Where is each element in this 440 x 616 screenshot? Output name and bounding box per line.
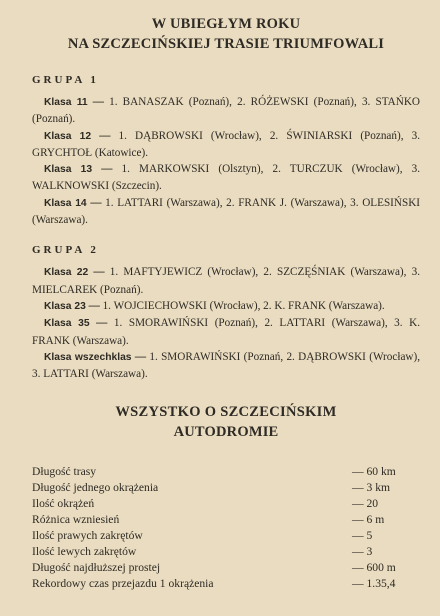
fact-label: Ilość lewych zakrętów: [32, 544, 137, 558]
results-text: 1. MARKOWSKI (Olsztyn), 2. TURCZUK (Wrocław), 3. WALKNOWSKI (Szczecin).: [32, 163, 421, 193]
dash: —: [96, 317, 108, 330]
fact-value: — 600 m: [352, 560, 396, 574]
results-text: 1. SMORAWIŃSKI (Poznań, 2. DĄBROWSKI (Wrocław), 3. LATTARI (Warszawa).: [32, 350, 421, 381]
fact-label: Długość jednego okrążenia: [32, 481, 159, 495]
fact-row: [32, 576, 414, 592]
dash: —: [92, 96, 104, 108]
fact-label: Rekordowy czas przejazdu 1 okrążenia: [32, 576, 214, 590]
fact-value: — 5: [352, 529, 373, 543]
results-text: 1. WOJCIECHOWSKI (Wrocław), 2. K. FRANK (Warszawa).: [102, 299, 385, 312]
results-text: 1. DĄBROWSKI (Wrocław), 2. ŚWINIARSKI (Poznań), 3. GRYCHTOŁ (Katowice).: [32, 129, 421, 159]
fact-value: — 20: [352, 497, 379, 511]
fact-value: — 3: [352, 544, 373, 558]
dash: —: [90, 196, 102, 209]
fact-row: [32, 544, 414, 560]
group-2-heading: GRUPA 2: [32, 244, 99, 257]
fact-label: Ilość prawych zakrętów: [32, 529, 143, 543]
fact-row: [32, 480, 414, 496]
fact-row: [32, 512, 414, 528]
class-label: Klasa 35: [44, 318, 90, 330]
results-text: 1. BANASZAK (Poznań), 2. RÓŻEWSKI (Poznań), 3. STAŃKO (Poznań).: [32, 96, 420, 126]
fact-row: [32, 528, 414, 544]
dash: —: [99, 129, 111, 142]
dash: —: [134, 350, 147, 363]
fact-value: — 60 km: [352, 465, 396, 479]
results-entry: [32, 94, 420, 128]
class-label: Klasa 13: [44, 164, 93, 176]
winners-title-line1: W UBIEGŁYM ROKU: [151, 16, 301, 32]
winners-title-line2: NA SZCZECIŃSKIEJ TRASIE TRIUMFOWALI: [67, 36, 385, 52]
results-text: 1. LATTARI (Warszawa), 2. FRANK J. (Warszawa), 3. OLESIŃSKI (Warszawa).: [32, 196, 420, 227]
fact-label: Długość trasy: [32, 465, 97, 479]
class-label: Klasa wszechklas: [44, 351, 132, 363]
class-label: Klasa 11: [44, 97, 88, 108]
dash: —: [88, 299, 100, 312]
fact-value: — 1.35,4: [352, 576, 396, 590]
dash: —: [101, 163, 113, 176]
fact-value: — 6 m: [352, 513, 385, 527]
track-facts-table: [32, 464, 420, 591]
fact-row: [32, 560, 414, 576]
results-entry: [32, 264, 420, 298]
results-entry: [32, 128, 420, 162]
fact-row: [32, 464, 414, 480]
class-label: Klasa 14: [44, 197, 87, 209]
results-entry: [32, 161, 420, 195]
results-entry: [32, 349, 420, 383]
fact-row: [32, 496, 414, 512]
fact-label: Różnica wzniesień: [32, 513, 120, 527]
results-entry: [32, 315, 420, 349]
fact-label: Ilość okrążeń: [32, 497, 95, 511]
results-entry: [32, 195, 420, 229]
dash: —: [93, 266, 105, 279]
class-label: Klasa 23: [44, 300, 86, 312]
results-entry: [32, 298, 420, 315]
class-label: Klasa 12: [44, 130, 92, 142]
track-info-title-line2: AUTODROMIE: [173, 424, 279, 441]
results-text: 1. SMORAWIŃSKI (Poznań), 2. LATTARI (Warszawa), 3. K. FRANK (Warszawa).: [32, 317, 421, 347]
group-1-heading: GRUPA 1: [32, 74, 99, 86]
fact-label: Długość najdłuższej prostej: [32, 560, 161, 574]
results-text: 1. MAFTYJEWICZ (Wrocław), 2. SZCZĘŚNIAK (Warszawa), 3. MIELCAREK (Poznań).: [32, 266, 421, 296]
track-info-title-line1: WSZYSTKO O SZCZECIŃSKIM: [115, 404, 337, 421]
fact-value: — 3 km: [352, 481, 391, 495]
class-label: Klasa 22: [44, 267, 89, 279]
